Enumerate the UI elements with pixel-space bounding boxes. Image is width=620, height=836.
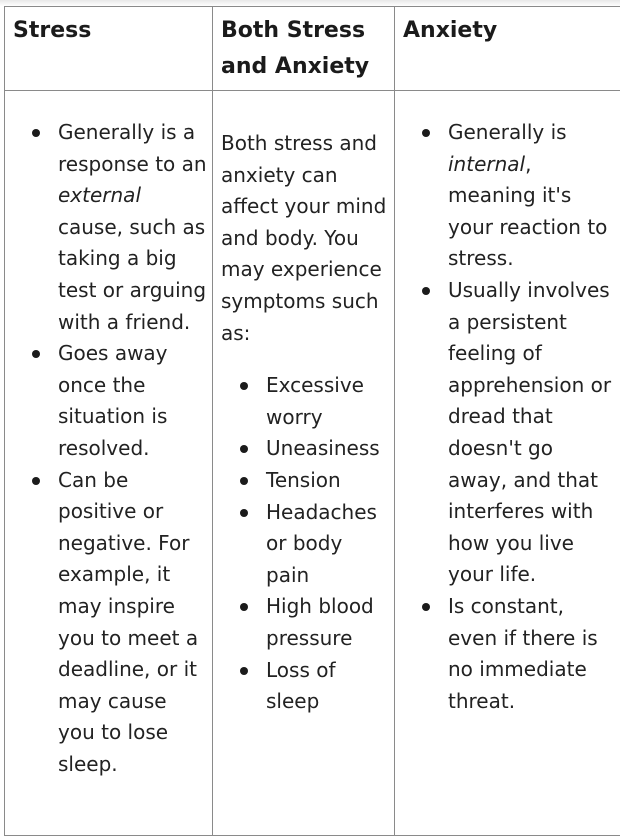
stress-item-2-text: Goes away once the situation is resolved. — [58, 341, 168, 460]
anxiety-item-1 — [403, 117, 616, 275]
anxiety-item-2-text: Usually involves a persistent feeling of apprehension or dread that doesn't go away, and that interferes with how you live your life. — [448, 278, 611, 586]
header-both: Both Stress and Anxiety — [213, 7, 395, 91]
stress-item-3-text: Can be positive or negative. For example, it may inspire you to meet a deadline, or it may cause you to lose sleep. — [58, 468, 198, 776]
symptom-item — [221, 591, 390, 654]
symptom-text: Headaches or body pain — [266, 500, 377, 587]
stress-item-1 — [13, 117, 208, 338]
stress-cell — [5, 91, 213, 836]
anxiety-item-1-after: , meaning it's your reaction to stress. — [448, 152, 607, 271]
symptom-list — [221, 370, 390, 718]
header-row — [5, 7, 620, 91]
bullet-icon — [240, 445, 248, 453]
stress-item-1-emphasis: external — [58, 183, 141, 207]
bullet-icon — [240, 509, 248, 517]
symptom-text: High blood pressure — [266, 594, 374, 650]
symptom-item — [221, 465, 390, 497]
stress-vs-anxiety-table — [4, 6, 620, 836]
anxiety-item-1-before: Generally is — [448, 120, 567, 144]
bullet-icon — [422, 287, 430, 295]
symptom-text: Uneasiness — [266, 436, 380, 460]
stress-item-3 — [13, 465, 208, 781]
both-intro: Both stress and anxiety can affect your mind and body. You may experience symptoms such as: — [221, 128, 390, 349]
symptom-item — [221, 370, 390, 433]
anxiety-list — [403, 117, 616, 717]
anxiety-item-2 — [403, 275, 616, 591]
anxiety-item-3 — [403, 591, 616, 717]
bullet-icon — [32, 129, 40, 137]
stress-list — [13, 117, 208, 780]
anxiety-item-3-text: Is constant, even if there is no immediate threat. — [448, 594, 598, 713]
bullet-icon — [422, 129, 430, 137]
anxiety-cell — [395, 91, 620, 836]
header-anxiety: Anxiety — [395, 7, 620, 91]
bullet-icon — [32, 350, 40, 358]
stress-item-1-before: Generally is a response to an — [58, 120, 207, 176]
bullet-icon — [422, 603, 430, 611]
stress-item-1-after: cause, such as taking a big test or arguing with a friend. — [58, 215, 206, 334]
bullet-icon — [240, 667, 248, 675]
stress-item-2 — [13, 338, 208, 464]
symptom-text: Excessive worry — [266, 373, 364, 429]
bullet-icon — [240, 603, 248, 611]
symptom-item — [221, 655, 390, 718]
content-row — [5, 91, 620, 836]
header-stress: Stress — [5, 7, 213, 91]
both-cell — [213, 91, 395, 836]
symptom-text: Tension — [266, 468, 341, 492]
anxiety-item-1-emphasis: internal — [448, 152, 525, 176]
symptom-text: Loss of sleep — [266, 658, 336, 714]
bullet-icon — [32, 477, 40, 485]
symptom-item — [221, 497, 390, 592]
bullet-icon — [240, 477, 248, 485]
bullet-icon — [240, 382, 248, 390]
symptom-item — [221, 433, 390, 465]
